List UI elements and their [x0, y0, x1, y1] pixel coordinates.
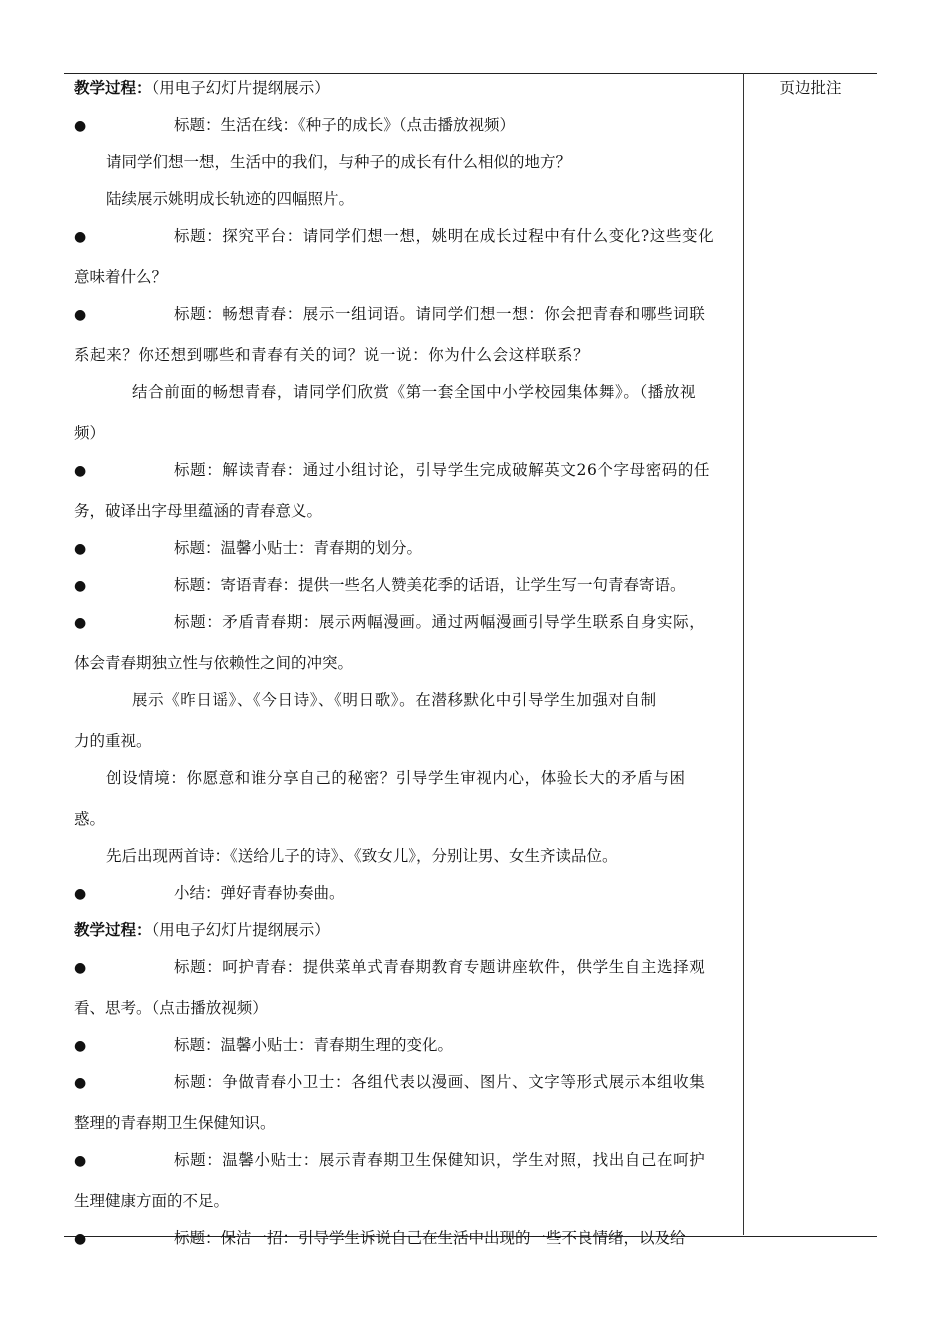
- heading-label: 教学过程：: [74, 920, 152, 939]
- bullet-text: 标题：探究平台：请同学们想一想，姚明在成长过程中有什么变化?这些变化: [174, 227, 715, 245]
- bullet-text: 小结：弹好青春协奏曲。: [174, 884, 345, 902]
- heading-note: （用电子幻灯片提纲展示）: [151, 79, 330, 97]
- bullet-text: 标题：温馨小贴士：展示青春期卫生保健知识，学生对照，找出自己在呵护: [174, 1151, 706, 1169]
- bullet-dot-icon: ●: [74, 1075, 87, 1091]
- bullet-dot-icon: ●: [74, 541, 87, 557]
- bullet-dot-icon: ●: [74, 463, 87, 479]
- paragraph-line: 先后出现两首诗：《送给儿子的诗》、《致女儿》，分别让男、女生齐读品位。: [106, 847, 618, 865]
- bullet-item: [74, 1072, 736, 1113]
- bullet-text: 标题：生活在线：《种子的成长》（点击播放视频）: [174, 116, 516, 134]
- bullet-dot-icon: ●: [74, 960, 87, 976]
- continuation-line: 看、思考。（点击播放视频）: [74, 999, 268, 1017]
- bullet-dot-icon: ●: [74, 1153, 87, 1169]
- column-divider: [743, 73, 744, 1235]
- bullet-dot-icon: ●: [74, 1231, 87, 1247]
- margin-notes-header: 页边批注: [779, 79, 842, 97]
- paragraph-line: 展示《昨日谣》、《今日诗》、《明日歌》。在潜移默化中引导学生加强对自制: [132, 691, 657, 709]
- bullet-dot-icon: ●: [74, 615, 87, 631]
- bullet-text: 标题：畅想青春：展示一组词语。请同学们想一想：你会把青春和哪些词联: [174, 305, 706, 323]
- continuation-line: 惑。: [74, 810, 106, 828]
- bullet-item: [74, 226, 736, 267]
- bullet-item: [74, 1228, 736, 1265]
- bullet-dot-icon: ●: [74, 229, 87, 245]
- continuation-line: 体会青春期独立性与依赖性之间的冲突。: [74, 654, 354, 672]
- heading-note: （用电子幻灯片提纲展示）: [151, 921, 330, 939]
- bullet-item: [74, 957, 736, 998]
- bullet-dot-icon: ●: [74, 886, 87, 902]
- bullet-text: 标题：解读青春：通过小组讨论，引导学生完成破解英文26个字母密码的任: [174, 461, 711, 479]
- bullet-item: [74, 1035, 736, 1072]
- bullet-item: [74, 612, 736, 653]
- bullet-text: 标题：矛盾青春期：展示两幅漫画。通过两幅漫画引导学生联系自身实际，: [174, 613, 706, 631]
- bullet-item: [74, 538, 736, 575]
- continuation-line: 务，破译出字母里蕴涵的青春意义。: [74, 502, 323, 520]
- continuation-line: 整理的青春期卫生保健知识。: [74, 1114, 276, 1132]
- bullet-item: [74, 304, 736, 345]
- bullet-item: [74, 883, 736, 920]
- bullet-item: [74, 115, 736, 152]
- bullet-text: 标题：温馨小贴士：青春期的划分。: [174, 539, 423, 557]
- paragraph-line: 请同学们想一想，生活中的我们，与种子的成长有什么相似的地方？: [106, 153, 572, 171]
- bullet-dot-icon: ●: [74, 307, 87, 323]
- bullet-text: 标题：呵护青春：提供菜单式青春期教育专题讲座软件，供学生自主选择观: [174, 958, 706, 976]
- continuation-line: 系起来？你还想到哪些和青春有关的词？说一说：你为什么会这样联系？: [74, 346, 590, 364]
- paragraph-line: 陆续展示姚明成长轨迹的四幅照片。: [106, 190, 355, 208]
- section-heading: [74, 920, 736, 957]
- heading-label: 教学过程：: [74, 78, 152, 97]
- bullet-item: [74, 1150, 736, 1191]
- section-heading: [74, 78, 736, 115]
- bullet-dot-icon: ●: [74, 578, 87, 594]
- continuation-line: 力的重视。: [74, 732, 152, 750]
- bullet-item: [74, 460, 736, 501]
- bullet-text: 标题：保洁一招：引导学生诉说自己在生活中出现的一些不良情绪，以及给: [174, 1229, 686, 1247]
- bullet-dot-icon: ●: [74, 1038, 87, 1054]
- bullet-text: 标题：温馨小贴士：青春期生理的变化。: [174, 1036, 454, 1054]
- bullet-item: [74, 575, 736, 612]
- lesson-content: [74, 78, 736, 1265]
- paragraph-line: 创设情境：你愿意和谁分享自己的秘密？引导学生审视内心，体验长大的矛盾与困: [106, 769, 686, 787]
- continuation-line: 频）: [74, 424, 106, 442]
- bullet-text: 标题：寄语青春：提供一些名人赞美花季的话语，让学生写一句青春寄语。: [174, 576, 686, 594]
- bullet-text: 标题：争做青春小卫士：各组代表以漫画、图片、文字等形式展示本组收集: [174, 1073, 706, 1091]
- continuation-line: 意味着什么？: [74, 268, 168, 286]
- continuation-line: 生理健康方面的不足。: [74, 1192, 230, 1210]
- paragraph-line: 结合前面的畅想青春，请同学们欣赏《第一套全国中小学校园集体舞》。（播放视: [132, 383, 697, 401]
- bullet-dot-icon: ●: [74, 118, 87, 134]
